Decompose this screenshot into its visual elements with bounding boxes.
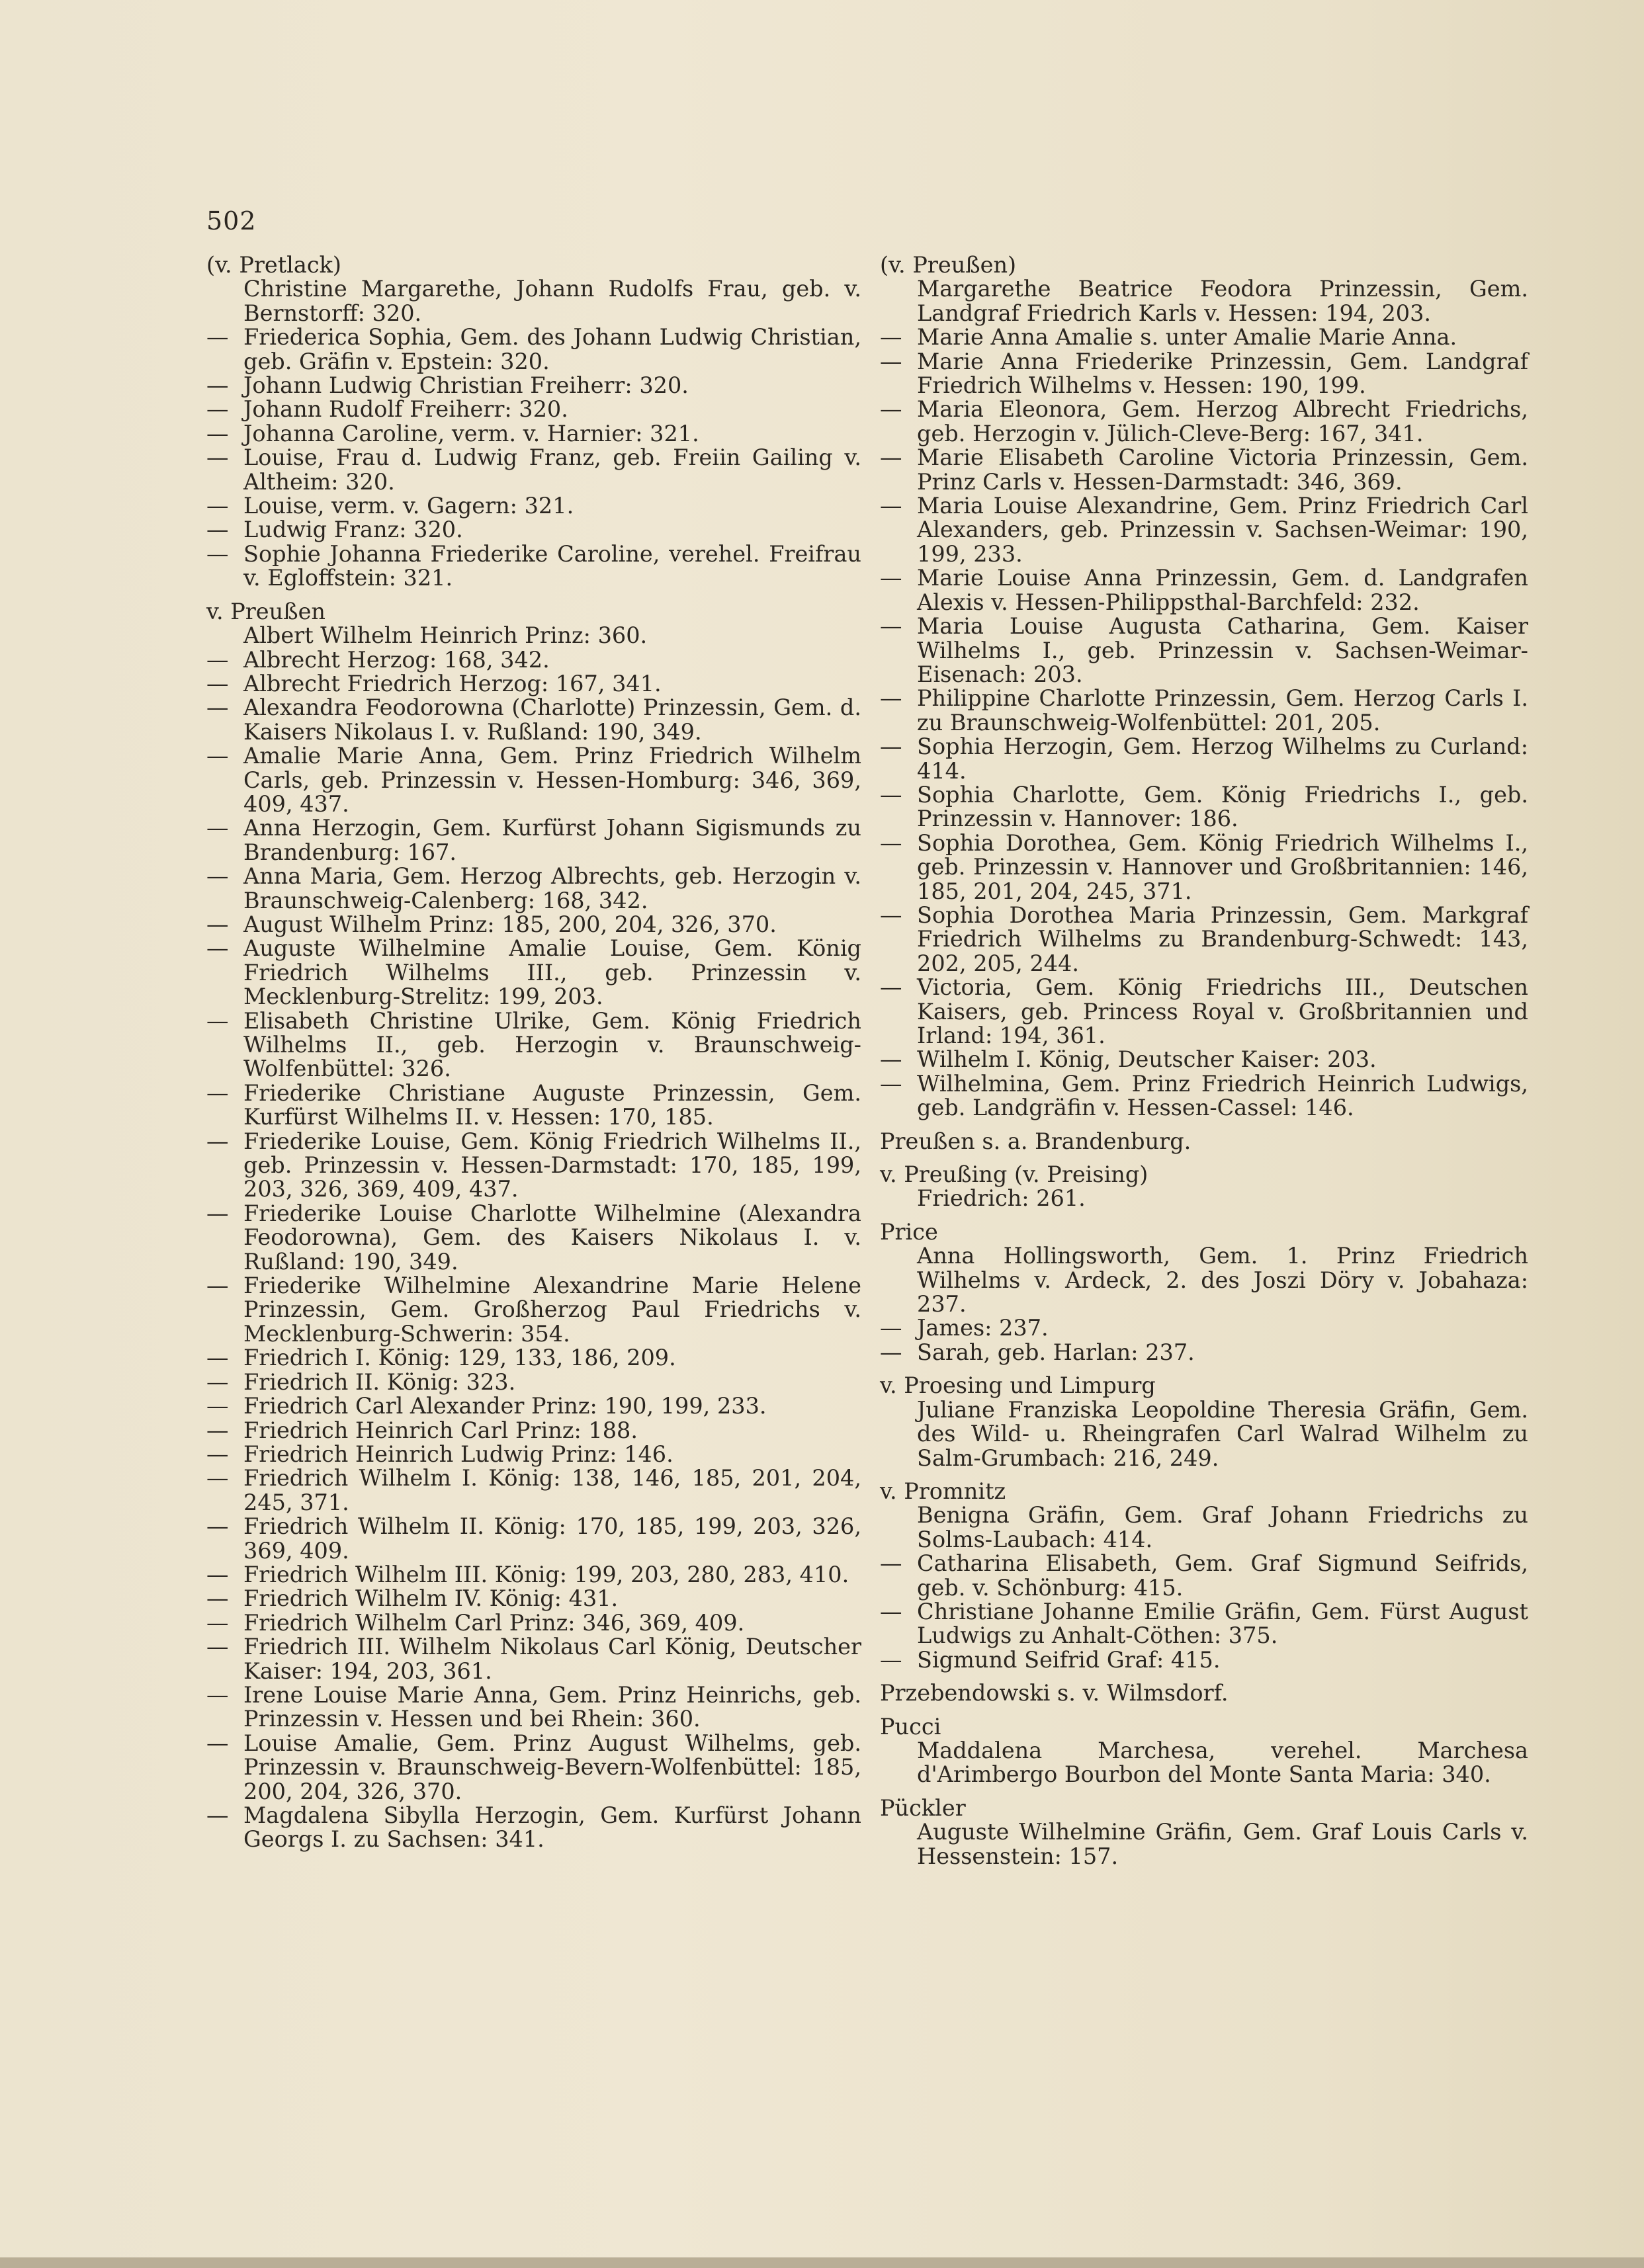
- repeat-dash: —: [880, 324, 902, 351]
- index-entry: [206, 672, 861, 696]
- entry-text: Friedrich Wilhelm II. König: 170, 185, 199, 203, 326, 369, 409.: [243, 1513, 861, 1564]
- page-bottom-edge: [0, 2257, 1644, 2268]
- repeat-dash: —: [206, 1273, 229, 1299]
- index-group: [880, 1681, 1528, 1705]
- index-entry: [206, 1202, 861, 1274]
- index-entry: [880, 494, 1528, 566]
- entry-text: Marie Anna Friederike Prinzessin, Gem. Landgraf Friedrich Wilhelms v. Hessen: 190, 199.: [917, 348, 1528, 399]
- entry-text: Ludwig Franz: 320.: [243, 517, 463, 543]
- entry-text: Friederike Christiane Auguste Prinzessin, Gem. Kurfürst Wilhelms II. v. Hessen: 170, 185.: [243, 1079, 861, 1130]
- repeat-dash: —: [206, 1634, 229, 1660]
- index-group: [880, 1220, 1528, 1365]
- index-group: [880, 1374, 1528, 1470]
- index-entry: [880, 398, 1528, 446]
- entry-text: Sophia Herzogin, Gem. Herzog Wilhelms zu Curland: 414.: [917, 734, 1528, 784]
- index-entry: [880, 614, 1528, 687]
- entry-text: Louise, Frau d. Ludwig Franz, geb. Freiin Gailing v. Altheim: 320.: [243, 444, 861, 495]
- entry-text: Christiane Johanne Emilie Gräfin, Gem. Fürst August Ludwigs zu Anhalt-Cöthen: 375.: [917, 1598, 1528, 1649]
- entry-text: Johann Ludwig Christian Freiherr: 320.: [243, 372, 689, 399]
- entry-text: Johann Rudolf Freiherr: 320.: [243, 396, 568, 423]
- repeat-dash: —: [206, 1465, 229, 1491]
- index-entry: [206, 1732, 861, 1804]
- index-entry: [206, 1515, 861, 1563]
- entry-text: Wilhelmina, Gem. Prinz Friedrich Heinrich Ludwigs, geb. Landgräfin v. Hessen-Cassel: 146.: [917, 1070, 1528, 1121]
- index-entry: [206, 1611, 861, 1635]
- entry-text: Friedrich Wilhelm I. König: 138, 146, 185, 201, 204, 245, 371.: [243, 1465, 861, 1515]
- group-heading: Przebendowski s. v. Wilmsdorf.: [880, 1680, 1229, 1706]
- index-entry: [880, 783, 1528, 831]
- index-entry: [206, 696, 861, 744]
- entry-text: Albrecht Friedrich Herzog: 167, 341.: [243, 670, 662, 696]
- repeat-dash: —: [206, 444, 229, 471]
- entry-text: Friedrich III. Wilhelm Nikolaus Carl König, Deutscher Kaiser: 194, 203, 361.: [243, 1634, 861, 1684]
- index-group: [206, 600, 861, 1852]
- entry-text: Friedrich Carl Alexander Prinz: 190, 199, 233.: [243, 1393, 767, 1419]
- group-heading: (v. Pretlack): [206, 252, 341, 278]
- index-group: [880, 1796, 1528, 1869]
- repeat-dash: —: [206, 694, 229, 721]
- repeat-dash: —: [206, 420, 229, 446]
- group-heading: Pückler: [880, 1794, 966, 1821]
- entry-text: Maria Louise Alexandrine, Gem. Prinz Friedrich Carl Alexanders, geb. Prinzessin v. Sachsen-Weimar: 190, 199, 233.: [917, 493, 1528, 567]
- repeat-dash: —: [206, 1128, 229, 1154]
- repeat-dash: —: [206, 1368, 229, 1395]
- index-entry: Benigna Gräfin, Gem. Graf Johann Friedrichs zu Solms-Laubach: 414.: [917, 1502, 1528, 1552]
- index-entry: [880, 1600, 1528, 1648]
- index-entry: [206, 398, 861, 421]
- index-group: [880, 1163, 1528, 1211]
- entry-text: Victoria, Gem. König Friedrichs III., Deutschen Kaisers, geb. Princess Royal v. Großbritannien und Irland: 194, 361.: [917, 974, 1528, 1048]
- repeat-dash: —: [206, 1513, 229, 1540]
- index-entry: Maddalena Marchesa, verehel. Marchesa d'Arimbergo Bourbon del Monte Santa Maria: 340.: [917, 1737, 1528, 1788]
- repeat-dash: —: [880, 902, 902, 928]
- index-column-left: [206, 253, 861, 1861]
- index-entry: Margarethe Beatrice Feodora Prinzessin, Gem. Landgraf Friedrich Karls v. Hessen: 194, 203.: [917, 276, 1528, 326]
- entry-text: Amalie Marie Anna, Gem. Prinz Friedrich Wilhelm Carls, geb. Prinzessin v. Hessen-Homburg: 346, 369, 409, 437.: [243, 743, 861, 817]
- page-number: 502: [206, 206, 257, 235]
- repeat-dash: —: [880, 1550, 902, 1577]
- index-group: [880, 1130, 1528, 1154]
- index-entry: [206, 1394, 861, 1418]
- index-entry: [206, 1635, 861, 1683]
- index-entry: [880, 1316, 1528, 1340]
- index-entry: [206, 1804, 861, 1852]
- index-group: [880, 1480, 1528, 1672]
- repeat-dash: —: [880, 565, 902, 591]
- repeat-dash: —: [880, 1646, 902, 1673]
- index-entry: [206, 422, 861, 446]
- repeat-dash: —: [880, 444, 902, 471]
- index-entry: [880, 976, 1528, 1048]
- entry-text: Johanna Caroline, verm. v. Harnier: 321.: [243, 420, 699, 446]
- index-entry: Auguste Wilhelmine Gräfin, Gem. Graf Louis Carls v. Hessenstein: 157.: [917, 1819, 1528, 1869]
- repeat-dash: —: [206, 1609, 229, 1636]
- index-entry: [880, 446, 1528, 494]
- index-entry: [206, 1346, 861, 1370]
- index-entry: [880, 1552, 1528, 1600]
- group-heading: v. Preußen: [206, 598, 325, 624]
- index-entry: [206, 1130, 861, 1202]
- index-entry: [206, 446, 861, 494]
- entry-text: Auguste Wilhelmine Amalie Louise, Gem. König Friedrich Wilhelms III., geb. Prinzessin v. Mecklenburg-Strelitz: 199, 203.: [243, 935, 861, 1010]
- group-heading: (v. Preußen): [880, 252, 1017, 278]
- entry-text: Friederike Louise Charlotte Wilhelmine (Alexandra Feodorowna), Gem. des Kaisers Nikolaus I. v. Rußland: 190, 349.: [243, 1200, 861, 1275]
- entry-text: Louise, verm. v. Gagern: 321.: [243, 493, 574, 519]
- index-entry: Anna Hollingsworth, Gem. 1. Prinz Friedrich Wilhelms v. Ardeck, 2. des Joszi Döry v. Jobahaza: 237.: [917, 1243, 1528, 1318]
- repeat-dash: —: [206, 1393, 229, 1419]
- repeat-dash: —: [206, 646, 229, 673]
- entry-text: Albrecht Herzog: 168, 342.: [243, 646, 550, 673]
- index-entry: [206, 542, 861, 591]
- repeat-dash: —: [206, 1007, 229, 1034]
- index-entry: [206, 816, 861, 864]
- entry-text: Friedrich Heinrich Ludwig Prinz: 146.: [243, 1441, 673, 1467]
- repeat-dash: —: [206, 1079, 229, 1106]
- index-entry: [206, 1419, 861, 1443]
- repeat-dash: —: [206, 1417, 229, 1443]
- entry-text: Anna Maria, Gem. Herzog Albrechts, geb. Herzogin v. Braunschweig-Calenberg: 168, 342.: [243, 863, 861, 913]
- index-entry: [880, 1341, 1528, 1365]
- group-heading: Price: [880, 1218, 938, 1245]
- index-entry: [880, 687, 1528, 735]
- index-entry: Albert Wilhelm Heinrich Prinz: 360.: [243, 622, 648, 649]
- index-group: [880, 253, 1528, 1120]
- entry-text: Friedrich I. König: 129, 133, 186, 209.: [243, 1345, 676, 1371]
- repeat-dash: —: [206, 1730, 229, 1756]
- entry-text: James: 237.: [917, 1315, 1049, 1341]
- index-entry: [880, 1072, 1528, 1120]
- index-entry: Juliane Franziska Leopoldine Theresia Gräfin, Gem. des Wild- u. Rheingrafen Carl Walrad Wilhelm zu Salm-Grumbach: 216, 249.: [917, 1396, 1528, 1471]
- repeat-dash: —: [880, 685, 902, 712]
- entry-text: Sigmund Seifrid Graf: 415.: [917, 1646, 1221, 1673]
- repeat-dash: —: [880, 1315, 902, 1341]
- repeat-dash: —: [206, 1585, 229, 1612]
- index-group: [206, 253, 861, 591]
- entry-text: Anna Herzogin, Gem. Kurfürst Johann Sigismunds zu Brandenburg: 167.: [243, 815, 861, 865]
- entry-text: Marie Anna Amalie s. unter Amalie Marie Anna.: [917, 324, 1457, 351]
- repeat-dash: —: [880, 613, 902, 640]
- entry-text: Sarah, geb. Harlan: 237.: [917, 1339, 1195, 1365]
- index-entry: [206, 648, 861, 672]
- repeat-dash: —: [206, 935, 229, 962]
- entry-text: Friedrich II. König: 323.: [243, 1368, 516, 1395]
- repeat-dash: —: [880, 1070, 902, 1097]
- entry-text: Elisabeth Christine Ulrike, Gem. König Friedrich Wilhelms II., geb. Herzogin v. Braunschweig-Wolfenbüttel: 326.: [243, 1007, 861, 1082]
- entry-text: Magdalena Sibylla Herzogin, Gem. Kurfürst Johann Georgs I. zu Sachsen: 341.: [243, 1802, 861, 1853]
- entry-text: Philippine Charlotte Prinzessin, Gem. Herzog Carls I. zu Braunschweig-Wolfenbüttel: 201, 205.: [917, 685, 1528, 735]
- entry-text: Irene Louise Marie Anna, Gem. Prinz Heinrichs, geb. Prinzessin v. Hessen und bei Rhein: 360.: [243, 1681, 861, 1732]
- entry-text: Sophia Charlotte, Gem. König Friedrichs I., geb. Prinzessin v. Hannover: 186.: [917, 781, 1528, 832]
- entry-text: Catharina Elisabeth, Gem. Graf Sigmund Seifrids, geb. v. Schönburg: 415.: [917, 1550, 1528, 1601]
- repeat-dash: —: [206, 517, 229, 543]
- repeat-dash: —: [206, 1200, 229, 1226]
- repeat-dash: —: [880, 974, 902, 1001]
- entry-text: Maria Eleonora, Gem. Herzog Albrecht Friedrichs, geb. Herzogin v. Jülich-Cleve-Berg: 167, 341.: [917, 396, 1528, 446]
- entry-text: Marie Louise Anna Prinzessin, Gem. d. Landgrafen Alexis v. Hessen-Philippsthal-Barchfeld: 232.: [917, 565, 1528, 615]
- entry-text: Friederica Sophia, Gem. des Johann Ludwig Christian, geb. Gräfin v. Epstein: 320.: [243, 324, 861, 374]
- entry-text: Sophia Dorothea Maria Prinzessin, Gem. Markgraf Friedrich Wilhelms zu Brandenburg-Schwedt: 143, 202, 205, 244.: [917, 902, 1528, 976]
- index-entry: [206, 1563, 861, 1587]
- repeat-dash: —: [206, 324, 229, 351]
- entry-text: Friedrich Heinrich Carl Prinz: 188.: [243, 1417, 638, 1443]
- index-entry: [206, 1081, 861, 1130]
- entry-text: Friederike Wilhelmine Alexandrine Marie Helene Prinzessin, Gem. Großherzog Paul Friedrichs v. Mecklenburg-Schwerin: 354.: [243, 1273, 861, 1347]
- group-heading: v. Proesing und Limpurg: [880, 1372, 1156, 1399]
- repeat-dash: —: [880, 1046, 902, 1073]
- entry-text: Sophie Johanna Friederike Caroline, verehel. Freifrau v. Egloffstein: 321.: [243, 540, 861, 591]
- index-entry: [880, 1048, 1528, 1071]
- repeat-dash: —: [880, 1339, 902, 1365]
- entry-text: Friedrich Wilhelm Carl Prinz: 346, 369, 409.: [243, 1609, 745, 1636]
- group-heading: v. Preußing (v. Preising): [880, 1161, 1148, 1188]
- index-entry: [880, 1648, 1528, 1672]
- index-entry: [206, 494, 861, 518]
- index-entry: [206, 913, 861, 937]
- index-entry: [880, 735, 1528, 783]
- index-entry: Friedrich: 261.: [917, 1185, 1086, 1212]
- index-entry: [206, 937, 861, 1009]
- index-entry: [880, 831, 1528, 903]
- entry-text: Louise Amalie, Gem. Prinz August Wilhelms, geb. Prinzessin v. Braunschweig-Bevern-Wolfenbüttel: 185, 200, 204, 326, 370.: [243, 1730, 861, 1804]
- repeat-dash: —: [206, 493, 229, 519]
- index-entry: [206, 1370, 861, 1394]
- entry-text: Marie Elisabeth Caroline Victoria Prinzessin, Gem. Prinz Carls v. Hessen-Darmstadt: 346, 369.: [917, 444, 1528, 495]
- repeat-dash: —: [206, 1681, 229, 1708]
- repeat-dash: —: [206, 1561, 229, 1587]
- group-heading: Preußen s. a. Brandenburg.: [880, 1128, 1191, 1154]
- repeat-dash: —: [206, 670, 229, 696]
- entry-text: Friederike Louise, Gem. König Friedrich Wilhelms II., geb. Prinzessin v. Hessen-Darmstadt: 170, 185, 199, 203, 326, 369, 409, 437.: [243, 1128, 861, 1202]
- entry-text: Sophia Dorothea, Gem. König Friedrich Wilhelms I., geb. Prinzessin v. Hannover und Großbritannien: 146, 185, 201, 204, 245, 371.: [917, 829, 1528, 904]
- index-entry: [206, 1587, 861, 1611]
- repeat-dash: —: [880, 734, 902, 760]
- entry-text: Friedrich Wilhelm IV. König: 431.: [243, 1585, 619, 1612]
- index-entry: [206, 1009, 861, 1081]
- entry-text: Friedrich Wilhelm III. König: 199, 203, 280, 283, 410.: [243, 1561, 849, 1587]
- repeat-dash: —: [206, 743, 229, 769]
- repeat-dash: —: [880, 348, 902, 374]
- repeat-dash: —: [880, 1598, 902, 1624]
- entry-text: August Wilhelm Prinz: 185, 200, 204, 326, 370.: [243, 911, 777, 937]
- index-entry: [206, 864, 861, 913]
- entry-text: Maria Louise Augusta Catharina, Gem. Kaiser Wilhelms I., geb. Prinzessin v. Sachsen-Weimar-Eisenach: 203.: [917, 613, 1528, 687]
- index-entry: [880, 903, 1528, 976]
- entry-text: Wilhelm I. König, Deutscher Kaiser: 203.: [917, 1046, 1377, 1073]
- index-entry: [206, 1466, 861, 1515]
- index-entry: [880, 350, 1528, 398]
- repeat-dash: —: [206, 1802, 229, 1828]
- repeat-dash: —: [880, 396, 902, 423]
- repeat-dash: —: [206, 540, 229, 567]
- index-entry: [206, 1274, 861, 1346]
- index-entry: [206, 518, 861, 542]
- repeat-dash: —: [206, 1441, 229, 1467]
- repeat-dash: —: [206, 863, 229, 890]
- repeat-dash: —: [206, 372, 229, 399]
- repeat-dash: —: [880, 781, 902, 808]
- index-entry: [206, 374, 861, 398]
- index-column-right: [880, 253, 1528, 1878]
- index-entry: [206, 325, 861, 374]
- repeat-dash: —: [206, 911, 229, 937]
- repeat-dash: —: [206, 1345, 229, 1371]
- index-entry: Christine Margarethe, Johann Rudolfs Frau, geb. v. Bernstorff: 320.: [243, 276, 861, 326]
- entry-text: Alexandra Feodorowna (Charlotte) Prinzessin, Gem. d. Kaisers Nikolaus I. v. Rußland: 190, 349.: [243, 694, 861, 745]
- index-group: [880, 1715, 1528, 1787]
- index-entry: [206, 1683, 861, 1732]
- repeat-dash: —: [206, 815, 229, 841]
- index-entry: [206, 1443, 861, 1466]
- repeat-dash: —: [880, 829, 902, 856]
- index-entry: [206, 744, 861, 816]
- group-heading: v. Promnitz: [880, 1478, 1006, 1504]
- repeat-dash: —: [880, 493, 902, 519]
- index-entry: [880, 566, 1528, 614]
- index-entry: [880, 325, 1528, 349]
- repeat-dash: —: [206, 396, 229, 423]
- group-heading: Pucci: [880, 1713, 941, 1740]
